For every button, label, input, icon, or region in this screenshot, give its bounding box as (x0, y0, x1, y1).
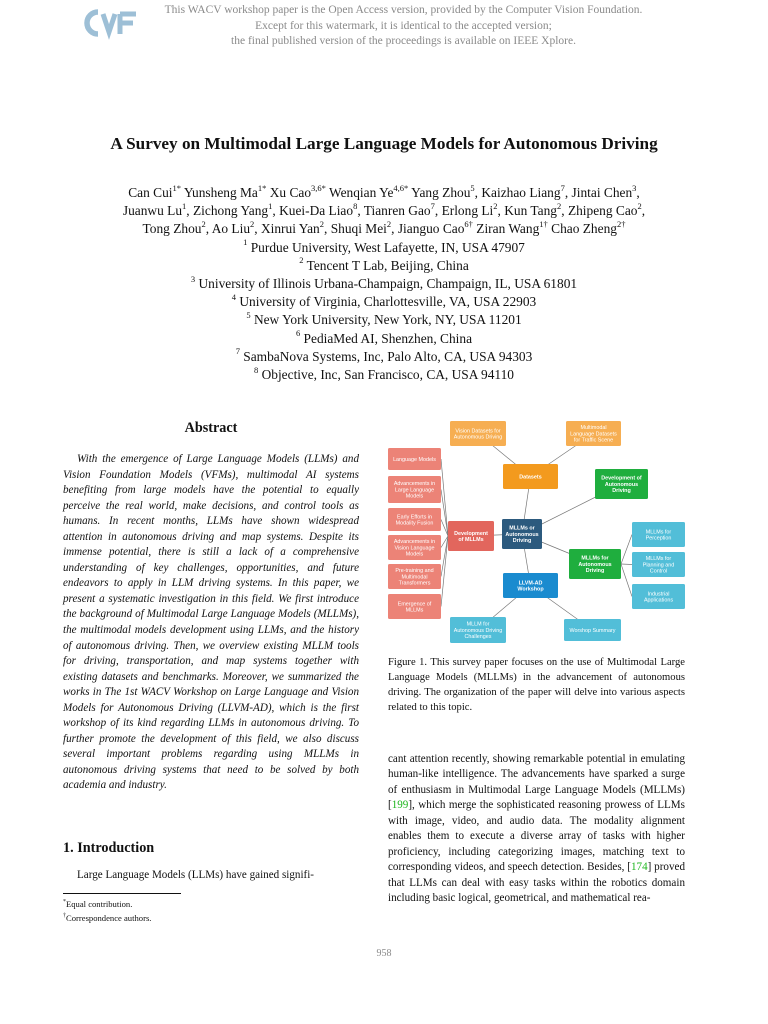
citation-link[interactable]: 174 (630, 861, 648, 874)
diagram-node-mm-lang-ds (566, 421, 621, 446)
diagram-node-dev-ad (595, 469, 648, 499)
affiliation: $^1$ Purdue University, West Lafayette, IN, USA 47907 (243, 237, 525, 255)
diagram-node-label: Planning and (642, 562, 675, 569)
diagram-node-mllms-ad (569, 549, 621, 579)
diagram-node-development (448, 521, 494, 551)
svg-text:CvF: CvF (84, 4, 86, 5)
diagram-node-label: Pre-training and (395, 568, 434, 575)
diagram-node-label: Driving (512, 538, 532, 545)
citation-link[interactable]: 199 (391, 799, 409, 812)
diagram-node-adv-llm (388, 476, 441, 503)
diagram-node-label: MLLMs (405, 607, 424, 614)
affiliation: $^6$ PediaMed AI, Shenzhen, China (295, 328, 473, 346)
diagram-node-label: Control (649, 568, 668, 575)
author-name: Erlong Li$^2$ (441, 200, 498, 219)
author-name: Ao Liu$^2$ (211, 218, 255, 237)
diagram-node-label: Modality Fusion (395, 520, 434, 527)
footnote-rule (63, 893, 181, 894)
introduction-text-left: Large Language Models (LLMs) have gained signifi- (77, 869, 315, 881)
diagram-node-vision-ds (450, 421, 506, 446)
diagram-node-label: Language Datasets (570, 431, 617, 438)
diagram-node-label: Development of (601, 475, 642, 482)
watermark-line-3: the final published version of the proceedings is available on IEEE Xplore. (231, 35, 576, 47)
diagram-node-emergence (388, 594, 441, 619)
diagram-node-center (502, 519, 542, 549)
diagram-node-summary (564, 619, 621, 641)
diagram-node-label: Applications (643, 597, 674, 604)
author-block (40, 184, 728, 384)
diagram-node-label: MLLMs for (581, 555, 609, 562)
diagram-node-adv-vlm (388, 535, 441, 560)
diagram-node-workshop (503, 573, 558, 598)
affiliation: $^4$ University of Virginia, Charlottesville, VA, USA 22903 (231, 291, 537, 310)
author-name: Juanwu Lu$^1$ (122, 200, 187, 219)
introduction-text-right: cant attention recently, showing remarkable potential in emulating human-like intelligence. The advancements have sparked a surge of enthusiasm in Multimodal Large Language Models (MLLMs) [199], which merge the sophisticated reasoning prowess of LLMs with image, video, and audio data. The modality alignment enables them to execute a diverse array of tasks with higher proficiency, including categorizing images, matching text to corresponding videos, and speech detection. Besides, [174] proved that LLMs can deal with easy tasks within the robotics domain including basic logical, geometrical, and mathematical rea- (388, 753, 685, 905)
affiliation-list (40, 239, 728, 385)
author-name: Xinrui Yan$^2$ (260, 218, 324, 237)
diagram-node-label: Transformers (398, 580, 431, 587)
author-name: Kuei-Da Liao$^8$ (279, 200, 358, 219)
diagram-node-label: Datasets (519, 474, 542, 481)
figure-caption: Figure 1. This survey paper focuses on the use of Multimodal Large Language Models (MLLMs) in the advancement of autonomous driving. The organization of the paper will delve into various aspects related to this topic. (388, 657, 685, 714)
affiliation: $^8$ Objective, Inc, San Francisco, CA, USA 94110 (254, 364, 514, 383)
abstract-text: With the emergence of Large Language Models (LLMs) and Vision Foundation Models (VFMs), multimodal AI systems benefiting from large models have the potential to equally perceive the real world, make decisions, and control tools as humans. In recent months, LLMs have shown widespread attention in autonomous driving and map systems. Despite its immense potential, there is still a lack of a comprehensive understanding of key challenges, opportunities, and future endeavors to apply in LLM driving systems. In this paper, we present a systematic investigation in this field. We first introduce the background of Multimodal Large Language Models (MLLMs), the multimodal models development using LLMs, and the history of autonomous driving. Then, we overview existing MLLM tools for driving, transportation, and map systems together with existing datasets and benchmarks. Moreover, we summarized the works in The 1st WACV Workshop on Large Language and Vision Models for Autonomous Driving (LLVM-AD), which is the first workshop of its kind regarding LLMs in autonomous driving. To further promote the development of this field, we also discuss several important problems regarding using MLLMs in autonomous driving systems that need to be solved by both academia and industry. (63, 453, 359, 792)
watermark (140, 3, 667, 50)
diagram-node-label: Early Efforts in (397, 514, 432, 521)
diagram-node-early-fusion (388, 508, 441, 531)
diagram-edge (621, 564, 632, 565)
diagram-node-label: Perception (645, 535, 672, 542)
author-name: Yunsheng $Ma^{1*}$ (183, 182, 267, 200)
author-name: Jianguo Cao$^{6\dagger}$ (397, 218, 473, 237)
diagram-node-label: Models (405, 551, 424, 558)
diagram-node-language-models (388, 448, 441, 470)
diagram-node-label: Autonomous (505, 531, 539, 538)
cvf-logo (84, 6, 140, 40)
author-name: Yang Zhou$^5$ (411, 182, 475, 200)
diagram-edge (621, 564, 632, 597)
diagram-node-label: of MLLMs (458, 537, 484, 544)
diagram-node-label: for Traffic Scene (573, 437, 614, 444)
affiliation: $^3$ University of Illinois Urbana-Champaign, Champaign, IL, USA 61801 (190, 273, 578, 292)
paper-title: A Survey on Multimodal Large Language Models for Autonomous Driving (110, 134, 658, 153)
diagram-node-label: Large Language (394, 487, 435, 494)
author-name: Zichong Yang$^1$ (192, 200, 273, 219)
diagram-node-label: Models (405, 493, 424, 500)
diagram-node-label: Autonomous Driving (453, 627, 503, 634)
diagram-node-label: Autonomous (604, 481, 639, 488)
diagram-node-label: MLLMs for (645, 529, 672, 536)
author-line: Juanwu Lu$^1$, Zichong Yang$^1$, Kuei-Da Liao$^8$, Tianren Gao$^7$, Erlong Li$^2$, Kun Tang$^2$, Zhipeng Cao$^2$, (122, 200, 646, 219)
diagram-node-label: Language Models (393, 456, 436, 463)
affiliation: $^2$ Tencent T Lab, Beijing, China (299, 255, 469, 273)
diagram-node-label: Autonomous Driving (453, 434, 503, 441)
figure-1 (386, 418, 686, 646)
author-line: Tong Zhou$^2$, Ao Liu$^2$, Xinrui Yan$^2$, Shuqi Mei$^2$, Jianguo Cao$^{6\dagger}$ Ziran Wang$^{1\dagger}$ Chao Zheng$^{2\dagger}$ (142, 218, 626, 237)
diagram-node-label: Industrial (647, 591, 670, 598)
author-name: Kun Tang$^2$ (504, 200, 562, 219)
author-name: Shuqi Mei$^2$ (330, 218, 392, 237)
author-list (40, 184, 728, 239)
diagram-node-label: Advancements in (393, 539, 436, 546)
diagram-node-datasets (503, 464, 558, 489)
diagram-node-pretrain (388, 564, 441, 589)
abstract-heading: Abstract (184, 420, 238, 436)
diagram-node-label: Multimodal (580, 425, 607, 432)
introduction-heading: 1. Introduction (63, 840, 155, 856)
affiliation: $^5$ New York University, New York, NY, USA 11201 (246, 309, 522, 328)
organization-diagram (386, 418, 686, 646)
watermark-line-1: This WACV workshop paper is the Open Access version, provided by the Computer Vision Foundation. (164, 4, 643, 16)
diagram-node-label: Vision Language (394, 545, 435, 552)
author-name: Tong Zhou$^2$ (142, 218, 206, 237)
diagram-node-perception (632, 522, 685, 547)
diagram-edge (621, 535, 632, 565)
diagram-node-label: MLLMs or (509, 525, 535, 532)
author-name: Jintai Chen$^3$ (571, 182, 637, 200)
diagram-node-label: Challenges (464, 634, 492, 641)
author-name: Wenqian $Ye^{4,6*}$ (329, 182, 409, 200)
diagram-node-challenges (450, 617, 506, 643)
author-name: Kaizhao Liang$^7$ (481, 182, 565, 200)
diagram-node-label: Workshop (517, 586, 544, 593)
diagram-node-label: Development (454, 530, 488, 537)
author-name: Zhipeng Cao$^2$ (567, 200, 642, 219)
diagram-node-label: MLLMs for (645, 556, 672, 563)
author-name: Xu Cao$^{3,6*}$ (269, 182, 326, 200)
affiliation: $^7$ SambaNova Systems, Inc, Palo Alto, CA, USA 94303 (235, 346, 533, 364)
diagram-node-label: Worshop Summary (569, 627, 616, 634)
diagram-node-label: Multimodal (401, 574, 428, 581)
diagram-node-label: Vision Datasets for (455, 428, 501, 435)
diagram-node-label: Driving (612, 488, 631, 495)
watermark-line-2: Except for this watermark, it is identical to the accepted version; (255, 19, 552, 32)
diagram-node-label: MLLM for (466, 621, 490, 628)
footnotes (63, 896, 151, 925)
diagram-node-label: LLVM-AD (518, 580, 543, 587)
footnote-equal: *Equal contribution. (63, 898, 133, 909)
author-name: Chao Zheng$^{2\dagger}$ (551, 218, 626, 237)
author-name: Can Cui$^{1*}$ (128, 182, 181, 200)
diagram-node-label: Advancements in (393, 481, 436, 488)
diagram-node-industrial (632, 584, 685, 609)
author-line: Can Cui$^{1*}$ Yunsheng $Ma^{1*}$ Xu Cao$^{3,6*}$ Wenqian $Ye^{4,6*}$ Yang Zhou$^5$, Kaizhao Liang$^7$, Jintai Chen$^3$, (128, 182, 640, 200)
diagram-node-label: Driving (585, 568, 605, 575)
diagram-node-label: Emergence of (397, 601, 432, 608)
diagram-node-label: Autonomous (578, 561, 612, 568)
author-name: Ziran Wang$^{1\dagger}$ (476, 218, 548, 237)
page-number: 958 (376, 948, 392, 959)
author-name: Tianren Gao$^7$ (363, 200, 435, 219)
footnote-correspondence: †Correspondence authors. (63, 913, 152, 924)
diagram-node-planning (632, 552, 685, 577)
